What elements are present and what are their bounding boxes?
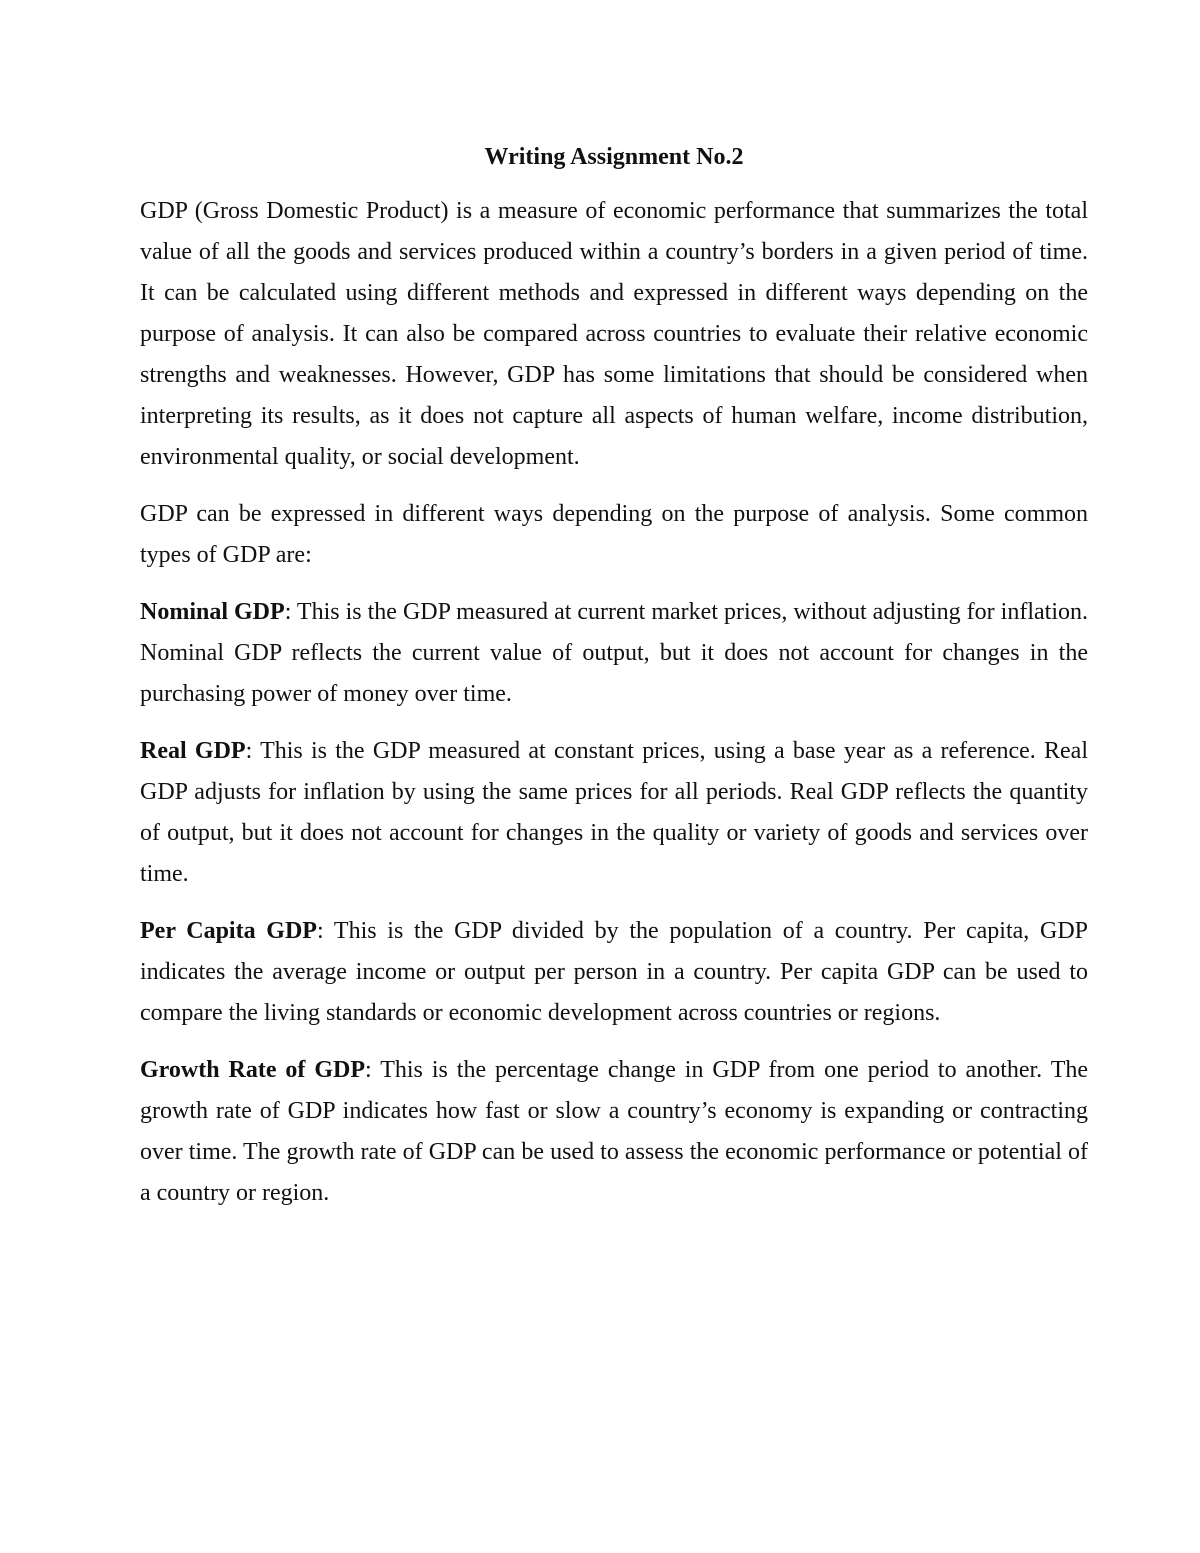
document-title: Writing Assignment No.2 bbox=[484, 144, 744, 170]
per-capita-gdp-paragraph bbox=[140, 911, 1088, 1034]
real-gdp-separator: : bbox=[245, 738, 253, 764]
nominal-gdp-paragraph bbox=[140, 592, 1088, 715]
growth-rate-gdp-text: This is the percentage change in GDP from one period to another. The growth rate of GDP indicates how fast or slow a country’s economy is expanding or contracting over time. The growth rate of GDP can be used to assess the economic performance or potential of a country or region. bbox=[140, 1057, 1089, 1206]
per-capita-gdp-term: Per Capita GDP bbox=[140, 918, 317, 944]
nominal-gdp-text: This is the GDP measured at current market prices, without adjusting for inflation. Nominal GDP reflects the current value of output, but it does not account for changes in the purchasing power of money over time. bbox=[140, 599, 1088, 707]
real-gdp-term: Real GDP bbox=[140, 738, 246, 764]
growth-rate-gdp-term: Growth Rate of GDP bbox=[140, 1057, 366, 1083]
types-intro-paragraph: GDP can be expressed in different ways depending on the purpose of analysis. Some common types of GDP are: bbox=[140, 501, 1088, 568]
real-gdp-text: This is the GDP measured at constant prices, using a base year as a reference. Real GDP adjusts for inflation by using the same prices for all periods. Real GDP reflects the quantity of output, but it does not account for changes in the quality or variety of goods and services over time. bbox=[140, 738, 1089, 887]
per-capita-gdp-text: This is the GDP divided by the population of a country. Per capita, GDP indicates the average income or output per person in a country. Per capita GDP can be used to compare the living standards or economic development across countries or regions. bbox=[140, 918, 1089, 1026]
nominal-gdp-term: Nominal GDP bbox=[140, 599, 285, 625]
intro-paragraph: GDP (Gross Domestic Product) is a measure of economic performance that summarizes the total value of all the goods and services produced within a country’s borders in a given period of time. It can be calculated using different methods and expressed in different ways depending on the purpose of analysis. It can also be compared across countries to evaluate their relative economic strengths and weaknesses. However, GDP has some limitations that should be considered when interpreting its results, as it does not capture all aspects of human welfare, income distribution, environmental quality, or social development. bbox=[140, 198, 1088, 470]
real-gdp-paragraph bbox=[140, 731, 1088, 895]
nominal-gdp-separator: : bbox=[284, 599, 292, 625]
growth-rate-gdp-paragraph bbox=[140, 1050, 1088, 1214]
growth-rate-gdp-separator: : bbox=[365, 1057, 372, 1083]
per-capita-gdp-separator: : bbox=[316, 918, 324, 944]
document-body bbox=[140, 138, 1088, 1230]
